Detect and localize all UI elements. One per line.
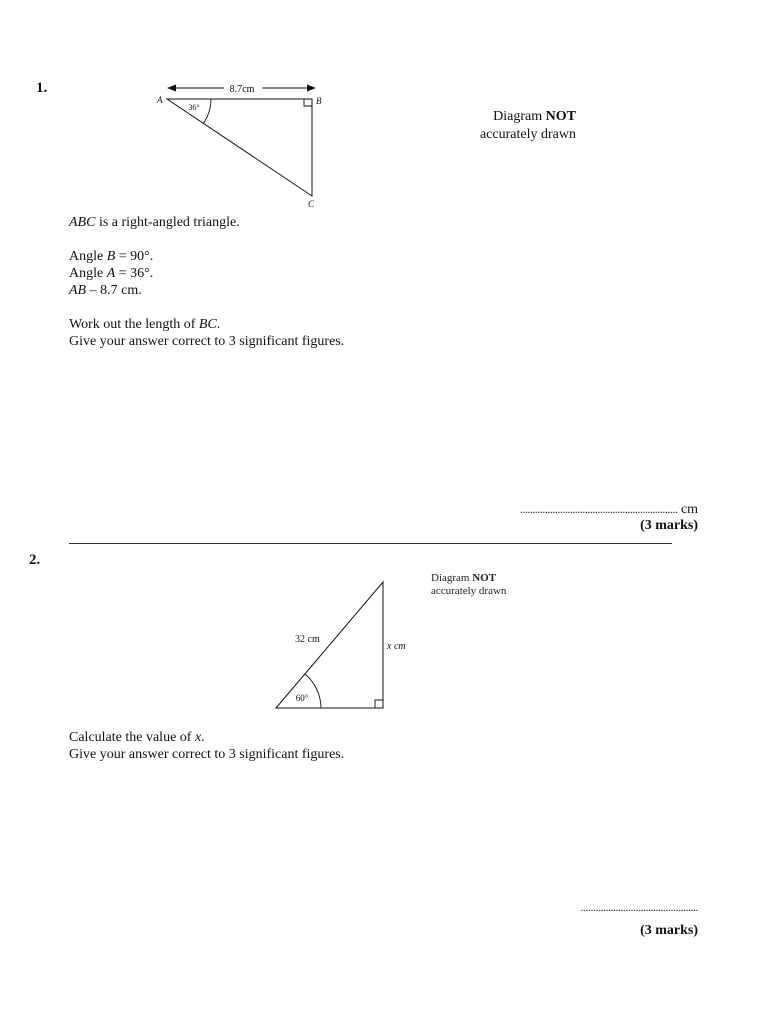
q1-note-line2: accurately drawn — [480, 127, 576, 142]
q2-marks: (3 marks) — [640, 923, 698, 938]
q2-task: Calculate the value of x. — [69, 730, 205, 745]
q1-statement: ABC is a right-angled triangle. — [69, 215, 240, 230]
question-1-number: 1. — [36, 80, 48, 96]
q1-arrow-right-head — [307, 85, 316, 92]
q2-answer-dots[interactable]: ............................................... — [580, 900, 698, 914]
q2-triangle — [276, 582, 383, 708]
q1-diagram-note — [480, 108, 576, 144]
q1-answer-unit: cm — [677, 502, 698, 517]
q1-vertex-c: C — [308, 199, 315, 209]
q1-vertex-a: A — [157, 95, 163, 105]
q1-length-label: 8.7cm — [229, 84, 255, 95]
q1-angle-label: 36° — [188, 103, 200, 112]
q2-side-label: x cm — [387, 641, 406, 652]
q2-diagram-note — [431, 572, 506, 598]
q2-precision: Give your answer correct to 3 significant figures. — [69, 747, 345, 762]
q1-given-ab: AB – 8.7 cm. — [69, 283, 142, 298]
q1-task: Work out the length of BC. — [69, 317, 221, 332]
q1-given-angle-b: Angle B = 90°. — [69, 249, 154, 264]
q1-marks: (3 marks) — [640, 518, 698, 533]
question-2-number: 2. — [29, 552, 41, 568]
q1-note-line1: Diagram NOT — [493, 109, 576, 124]
section-divider — [69, 543, 672, 544]
q1-right-angle-mark — [304, 99, 312, 106]
q1-arrow-left-head — [167, 85, 176, 92]
q1-triangle — [167, 99, 312, 196]
q1-answer-dots: ............................................................... — [519, 502, 678, 516]
q2-note-line1: Diagram NOT — [431, 572, 497, 584]
q1-given-angle-a: Angle A = 36°. — [69, 266, 154, 281]
q1-precision: Give your answer correct to 3 significant figures. — [69, 334, 345, 349]
q1-angle-arc — [203, 99, 211, 124]
q2-note-line2: accurately drawn — [431, 585, 507, 597]
q1-vertex-b: B — [316, 96, 322, 106]
q2-right-angle-mark — [375, 700, 383, 708]
q2-angle-label: 60° — [295, 693, 309, 703]
q2-triangle-diagram — [268, 574, 418, 716]
q1-triangle-diagram — [150, 76, 340, 211]
q1-answer-line[interactable] — [520, 500, 698, 518]
q2-hyp-label: 32 cm — [295, 634, 320, 645]
